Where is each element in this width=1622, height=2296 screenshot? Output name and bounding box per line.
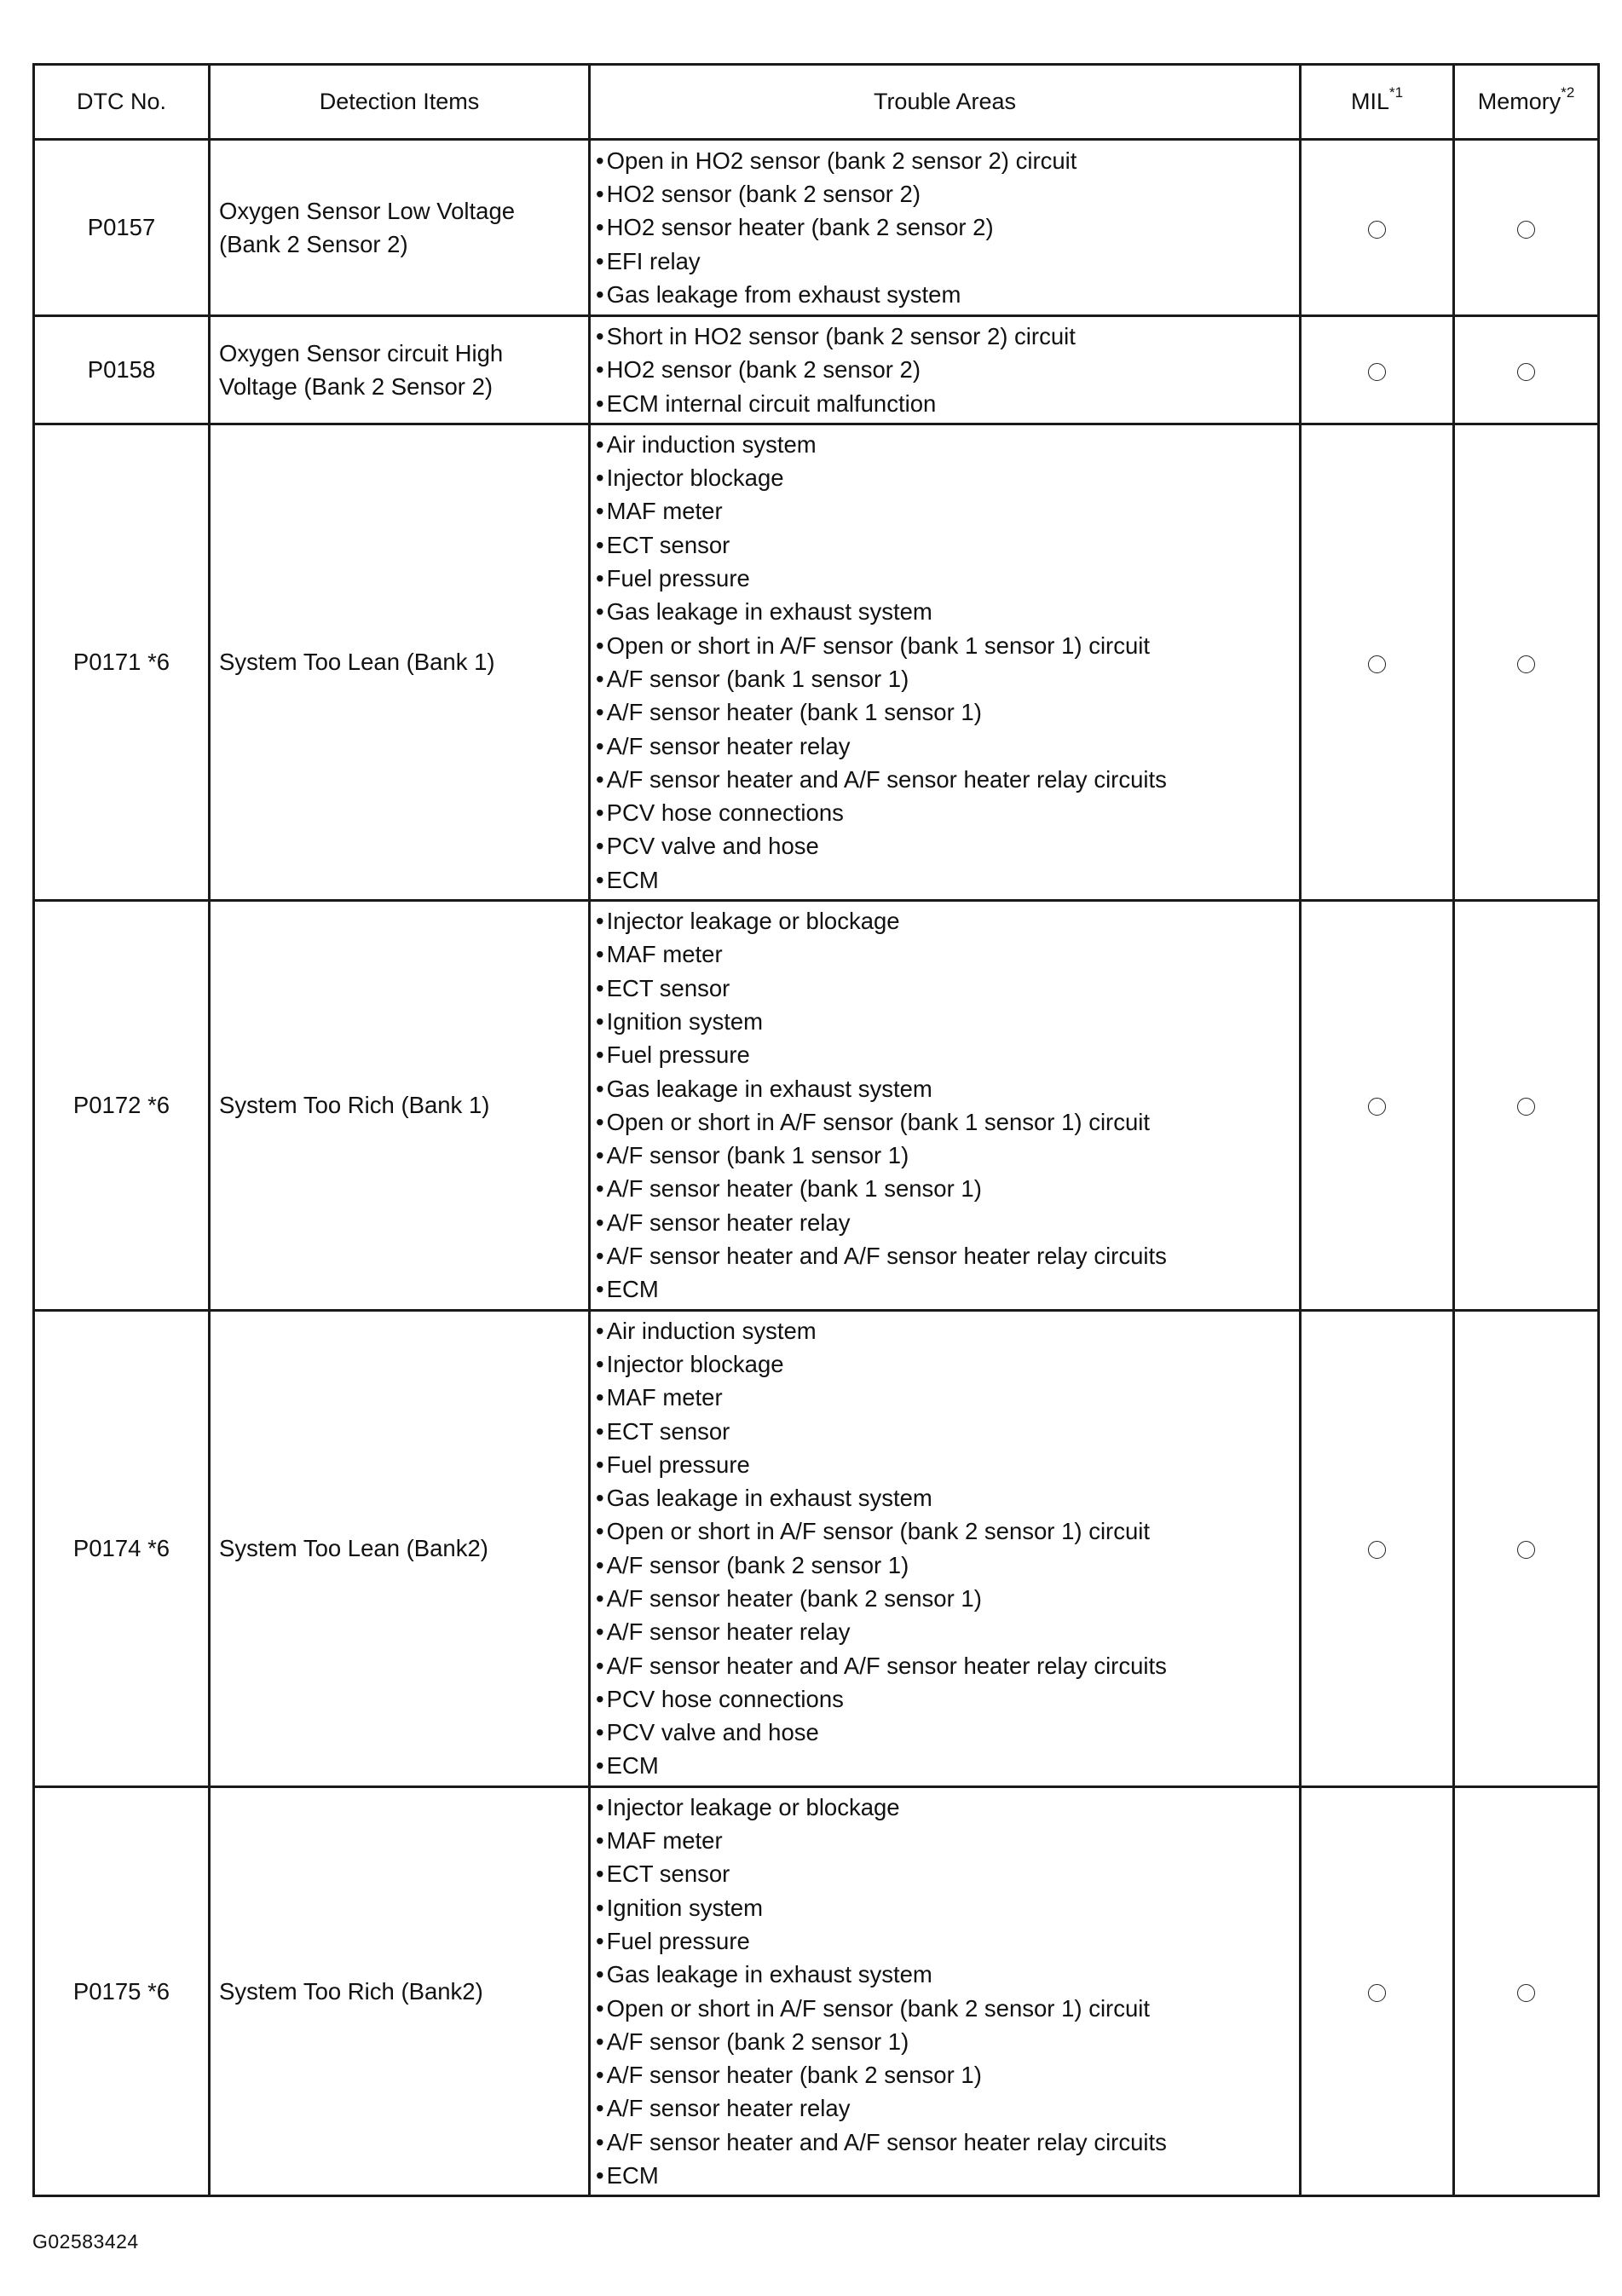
trouble-area-item: • A/F sensor heater relay (596, 1615, 1294, 1648)
mil-cell (1301, 140, 1454, 316)
trouble-area-item: • Short in HO2 sensor (bank 2 sensor 2) circuit (596, 320, 1294, 353)
trouble-areas-cell (590, 316, 1301, 424)
trouble-area-item: • HO2 sensor (bank 2 sensor 2) (596, 353, 1294, 386)
trouble-area-item: • Air induction system (596, 1314, 1294, 1347)
trouble-area-item: • Gas leakage in exhaust system (596, 1958, 1294, 1991)
trouble-area-item: • ECM (596, 863, 1294, 897)
trouble-areas-list (596, 1791, 1294, 2193)
trouble-area-item: • Gas leakage in exhaust system (596, 1481, 1294, 1514)
trouble-areas-list (596, 1314, 1294, 1783)
trouble-areas-list (596, 144, 1294, 311)
trouble-area-item: • PCV hose connections (596, 796, 1294, 829)
memory-cell (1454, 901, 1599, 1311)
trouble-areas-cell (590, 140, 1301, 316)
trouble-area-item: • A/F sensor heater (bank 1 sensor 1) (596, 1172, 1294, 1205)
trouble-area-item: • A/F sensor heater (bank 1 sensor 1) (596, 695, 1294, 729)
trouble-area-item: • A/F sensor heater relay (596, 730, 1294, 763)
detection-item-cell: System Too Lean (Bank2) (210, 1310, 590, 1786)
circle-mark-icon (1517, 1984, 1535, 2002)
dtc-code-cell: P0157 (34, 140, 210, 316)
trouble-area-item: • Injector blockage (596, 461, 1294, 494)
trouble-area-item: • ECT sensor (596, 972, 1294, 1005)
mil-cell (1301, 1786, 1454, 2196)
detection-item-cell: System Too Lean (Bank 1) (210, 424, 590, 900)
circle-mark-icon (1517, 655, 1535, 673)
trouble-area-item: • A/F sensor (bank 1 sensor 1) (596, 1139, 1294, 1172)
table-row (34, 1786, 1599, 2196)
trouble-area-item: • A/F sensor heater (bank 2 sensor 1) (596, 1582, 1294, 1615)
trouble-area-item: • PCV hose connections (596, 1682, 1294, 1716)
trouble-area-item: • A/F sensor (bank 1 sensor 1) (596, 662, 1294, 695)
circle-mark-icon (1368, 221, 1386, 239)
trouble-areas-cell (590, 1786, 1301, 2196)
memory-footnote-marker: *2 (1561, 84, 1575, 101)
trouble-area-item: • ECM (596, 1272, 1294, 1306)
trouble-area-item: • A/F sensor heater relay (596, 1206, 1294, 1239)
circle-mark-icon (1368, 1984, 1386, 2002)
trouble-area-item: • A/F sensor heater and A/F sensor heater relay circuits (596, 1649, 1294, 1682)
mil-cell (1301, 316, 1454, 424)
trouble-area-item: • Injector leakage or blockage (596, 904, 1294, 937)
trouble-area-item: • PCV valve and hose (596, 1716, 1294, 1749)
circle-mark-icon (1368, 1541, 1386, 1559)
dtc-code-cell: P0175 *6 (34, 1786, 210, 2196)
dtc-code-cell: P0171 *6 (34, 424, 210, 900)
trouble-area-item: • A/F sensor heater and A/F sensor heater relay circuits (596, 763, 1294, 796)
trouble-area-item: • EFI relay (596, 245, 1294, 278)
detection-item-cell: Oxygen Sensor Low Voltage (Bank 2 Sensor 2) (210, 140, 590, 316)
header-mil: MIL$^{*1}$ (1301, 65, 1454, 140)
detection-item-cell: System Too Rich (Bank2) (210, 1786, 590, 2196)
trouble-areas-cell (590, 1310, 1301, 1786)
trouble-area-item: • A/F sensor (bank 2 sensor 1) (596, 1549, 1294, 1582)
table-row (34, 901, 1599, 1311)
mil-cell (1301, 1310, 1454, 1786)
table-header (34, 65, 1599, 140)
trouble-area-item: • Fuel pressure (596, 562, 1294, 595)
mil-cell (1301, 901, 1454, 1311)
trouble-area-item: • MAF meter (596, 494, 1294, 528)
circle-mark-icon (1517, 221, 1535, 239)
trouble-area-item: • A/F sensor heater relay (596, 2091, 1294, 2125)
header-dtc-no: DTC No. (34, 65, 210, 140)
dtc-code-cell: P0158 (34, 316, 210, 424)
trouble-area-item: • ECM (596, 2159, 1294, 2192)
trouble-areas-list (596, 904, 1294, 1307)
trouble-area-item: • Air induction system (596, 428, 1294, 461)
trouble-area-item: • Fuel pressure (596, 1924, 1294, 1958)
dtc-code-cell: P0172 *6 (34, 901, 210, 1311)
trouble-area-item: • Ignition system (596, 1891, 1294, 1924)
trouble-area-item: • ECT sensor (596, 1415, 1294, 1448)
header-detection-items: Detection Items (210, 65, 590, 140)
trouble-area-item: • Injector blockage (596, 1347, 1294, 1381)
trouble-area-item: • PCV valve and hose (596, 829, 1294, 862)
trouble-area-item: • MAF meter (596, 937, 1294, 971)
detection-item-cell: System Too Rich (Bank 1) (210, 901, 590, 1311)
trouble-area-item: • Gas leakage in exhaust system (596, 1072, 1294, 1105)
trouble-area-item: • A/F sensor heater (bank 2 sensor 1) (596, 2058, 1294, 2091)
trouble-area-item: • HO2 sensor heater (bank 2 sensor 2) (596, 211, 1294, 244)
dtc-code-cell: P0174 *6 (34, 1310, 210, 1786)
trouble-areas-list (596, 428, 1294, 897)
dtc-table (32, 63, 1600, 2197)
circle-mark-icon (1517, 1098, 1535, 1116)
memory-cell (1454, 1310, 1599, 1786)
detection-item-cell: Oxygen Sensor circuit High Voltage (Bank 2 Sensor 2) (210, 316, 590, 424)
trouble-area-item: • Open or short in A/F sensor (bank 2 sensor 1) circuit (596, 1992, 1294, 2025)
circle-mark-icon (1368, 363, 1386, 381)
memory-cell (1454, 316, 1599, 424)
table-row (34, 316, 1599, 424)
trouble-areas-cell (590, 424, 1301, 900)
trouble-area-item: • Fuel pressure (596, 1448, 1294, 1481)
table-row (34, 424, 1599, 900)
trouble-area-item: • Open or short in A/F sensor (bank 1 sensor 1) circuit (596, 1105, 1294, 1139)
trouble-area-item: • Gas leakage from exhaust system (596, 278, 1294, 311)
table-row (34, 140, 1599, 316)
trouble-area-item: • ECT sensor (596, 528, 1294, 562)
header-row (34, 65, 1599, 140)
memory-cell (1454, 1786, 1599, 2196)
trouble-area-item: • A/F sensor heater and A/F sensor heater relay circuits (596, 1239, 1294, 1272)
trouble-area-item: • Fuel pressure (596, 1038, 1294, 1071)
circle-mark-icon (1368, 1098, 1386, 1116)
memory-cell (1454, 140, 1599, 316)
trouble-area-item: • Open or short in A/F sensor (bank 1 sensor 1) circuit (596, 629, 1294, 662)
trouble-area-item: • ECM internal circuit malfunction (596, 387, 1294, 420)
header-trouble-areas: Trouble Areas (590, 65, 1301, 140)
circle-mark-icon (1517, 1541, 1535, 1559)
mil-cell (1301, 424, 1454, 900)
trouble-area-item: • HO2 sensor (bank 2 sensor 2) (596, 177, 1294, 211)
trouble-area-item: • Open or short in A/F sensor (bank 2 sensor 1) circuit (596, 1514, 1294, 1548)
trouble-areas-cell (590, 901, 1301, 1311)
trouble-area-item: • ECT sensor (596, 1857, 1294, 1890)
circle-mark-icon (1368, 655, 1386, 673)
table-row (34, 1310, 1599, 1786)
trouble-area-item: • Open in HO2 sensor (bank 2 sensor 2) circuit (596, 144, 1294, 177)
trouble-area-item: • Ignition system (596, 1005, 1294, 1038)
trouble-area-item: • Gas leakage in exhaust system (596, 595, 1294, 628)
memory-cell (1454, 424, 1599, 900)
trouble-area-item: • Injector leakage or blockage (596, 1791, 1294, 1824)
header-memory: Memory$^{*2}$ (1454, 65, 1599, 140)
mil-footnote-marker: *1 (1388, 84, 1404, 101)
trouble-areas-list (596, 320, 1294, 420)
circle-mark-icon (1517, 363, 1535, 381)
trouble-area-item: • MAF meter (596, 1381, 1294, 1414)
figure-id-label: G02583424 (32, 2230, 139, 2253)
trouble-area-item: • MAF meter (596, 1824, 1294, 1857)
trouble-area-item: • ECM (596, 1749, 1294, 1782)
trouble-area-item: • A/F sensor (bank 2 sensor 1) (596, 2025, 1294, 2058)
trouble-area-item: • A/F sensor heater and A/F sensor heater relay circuits (596, 2126, 1294, 2159)
table-body (34, 140, 1599, 2196)
